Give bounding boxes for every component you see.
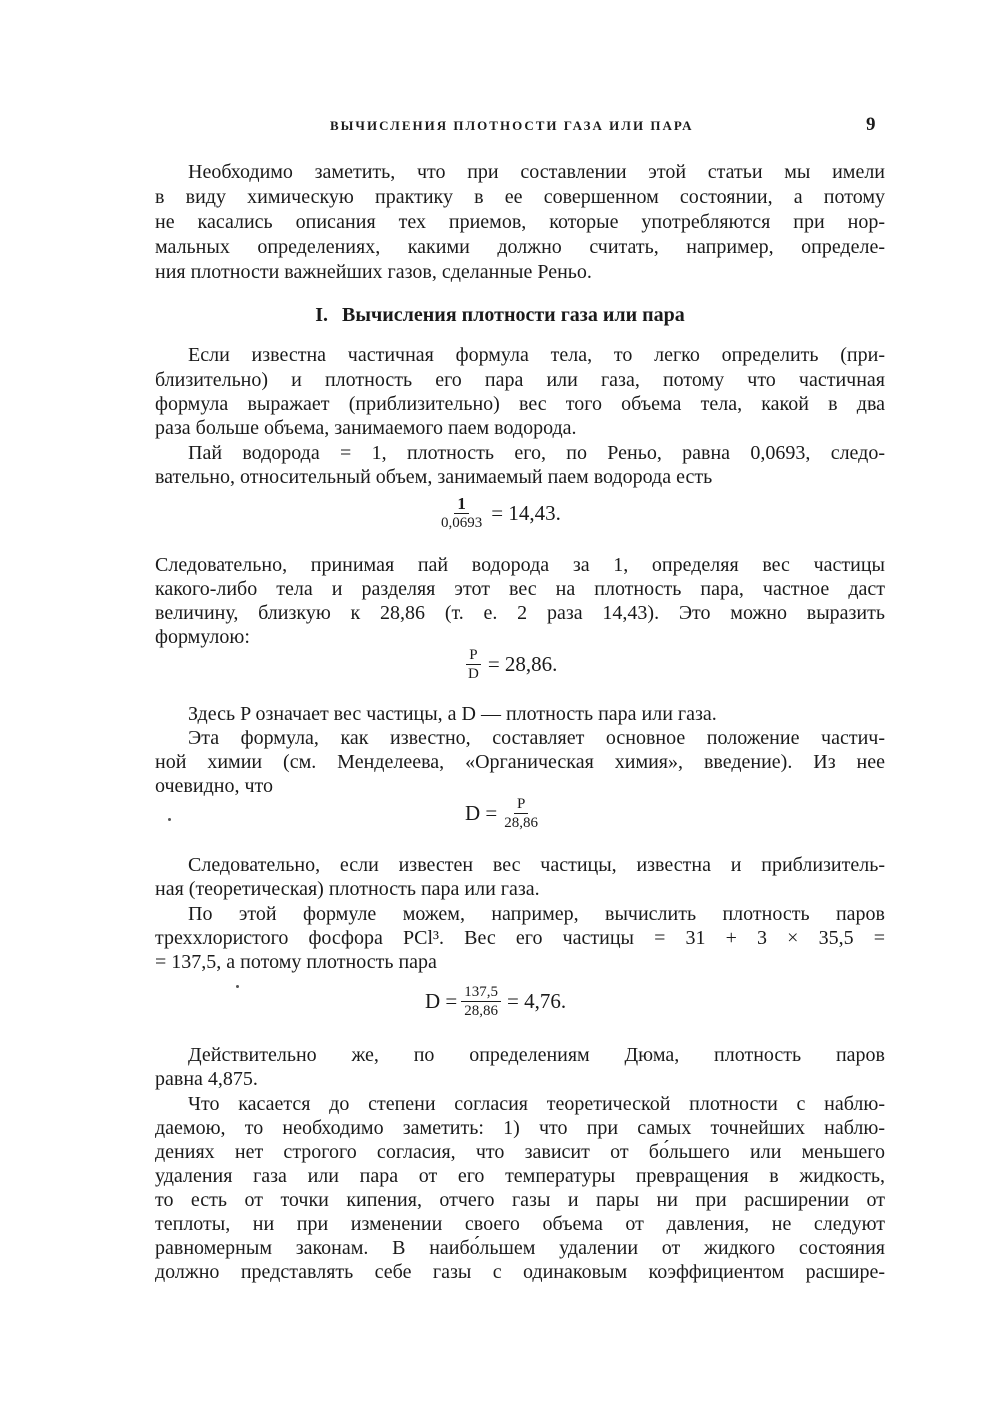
- fraction-denominator: D: [468, 666, 479, 682]
- para4-line-1: Здесь P означает вес частицы, а D — плотность пара или газа.: [188, 703, 717, 725]
- para6-line-2: ная (теоретическая) плотность пара или газа.: [155, 878, 540, 900]
- para9-line-1: Что касается до степени согласия теоретической плотности с наблю-: [188, 1093, 885, 1115]
- intro-line-4: мальных определениях, какими должно считать, например, определе-: [155, 236, 885, 258]
- para8-line-2: равна 4,875.: [155, 1068, 258, 1090]
- para1-line-2: близительно) и плотность его пара или газа, потому что частичная: [155, 369, 885, 391]
- fraction: [438, 495, 485, 532]
- intro-line-2: в виду химическую практику в ее совершенном состоянии, а потому: [155, 186, 885, 208]
- fraction-denominator: 28,86: [504, 815, 539, 831]
- para1-line-3: формула выражает (приблизительно) вес того объема тела, какой в два: [155, 393, 885, 415]
- formula-result: = 14,43.: [491, 501, 561, 525]
- fraction: [465, 646, 482, 683]
- fraction: [501, 795, 541, 832]
- formula-lhs: D =: [465, 801, 498, 825]
- para9-line-7: равномерным законам. В наибо́льшем удалении от жидкого состояния: [155, 1237, 885, 1259]
- fraction-numerator: P: [466, 646, 480, 665]
- para3-line-4: формулою:: [155, 626, 250, 648]
- formula-lhs: D =: [425, 989, 458, 1013]
- formula-pcl3-density: [425, 983, 566, 1020]
- para9-line-5: то есть от точки кипения, отчего газы и пары ни при расширении от: [155, 1189, 885, 1211]
- page-number: 9: [866, 114, 876, 135]
- para5-line-3: очевидно, что: [155, 775, 273, 797]
- para6-line-1: Следовательно, если известен вес частицы, известна и приблизитель-: [188, 854, 885, 876]
- para9-line-3: дениях нет строгого согласия, что зависит от бо́льшего или меньшего: [155, 1141, 885, 1163]
- formula-result: = 4,76.: [507, 989, 567, 1013]
- para3-line-2: какого-либо тела и разделяя этот вес на плотность пара, частное даст: [155, 578, 885, 600]
- intro-line-3: не касались описания тех приемов, которые употребляются при нор-: [155, 211, 885, 233]
- fraction-numerator: P: [514, 795, 528, 814]
- print-speck: [168, 818, 171, 821]
- fraction-numerator: 137,5: [461, 983, 501, 1002]
- para2-line-1: Пай водорода = 1, плотность его, по Реньо, равна 0,0693, следо-: [188, 442, 885, 464]
- formula-density: [465, 795, 547, 832]
- para9-line-4: удаления газа или пара от его температуры превращения в жидкость,: [155, 1165, 885, 1187]
- para7-line-3: = 137,5, а потому плотность пара: [155, 951, 437, 973]
- fraction-denominator: 28,86: [464, 1003, 499, 1019]
- para5-line-2: ной химии (см. Менделеева, «Органическая химия», введение). Из нее: [155, 751, 885, 773]
- intro-line-5: ния плотности важнейших газов, сделанные Реньо.: [155, 261, 592, 283]
- para3-line-1: Следовательно, принимая пай водорода за 1, определяя вес частицы: [155, 554, 885, 576]
- intro-line-1: Необходимо заметить, что при составлении этой статьи мы имели: [188, 161, 885, 183]
- formula-result: = 28,86.: [487, 652, 558, 676]
- formula-hydrogen-volume: [438, 495, 561, 532]
- para9-line-6: теплоты, ни при изменении своего объема от давления, не следуют: [155, 1213, 885, 1235]
- para8-line-1: Действительно же, по определениям Дюма, плотность паров: [188, 1044, 885, 1066]
- formula-p-over-d: [465, 646, 557, 683]
- section-heading: [0, 304, 1000, 327]
- running-head: ВЫЧИСЛЕНИЯ ПЛОТНОСТИ ГАЗА ИЛИ ПАРА: [330, 118, 694, 133]
- para5-line-1: Эта формула, как известно, составляет основное положение частич-: [188, 727, 885, 749]
- section-title: Вычисления плотности газа или пара: [342, 304, 685, 326]
- fraction-denominator: 0,0693: [441, 515, 483, 531]
- para9-line-2: даемою, то необходимо заметить: 1) что при самых точнейших наблю-: [155, 1117, 885, 1139]
- fraction-numerator: 1: [454, 495, 469, 514]
- fraction: [461, 983, 501, 1020]
- para3-line-3: величину, близкую к 28,86 (т. е. 2 раза 14,43). Это можно выразить: [155, 602, 885, 624]
- para2-line-2: вательно, относительный объем, занимаемый паем водорода есть: [155, 466, 713, 488]
- para7-line-1: По этой формуле можем, например, вычислить плотность паров: [188, 903, 885, 925]
- section-number: I.: [315, 304, 329, 326]
- para9-line-8: должно представлять себе газы с одинаковым коэффициентом расшире-: [155, 1261, 885, 1283]
- print-speck: [236, 985, 239, 988]
- para7-line-2: трехxлористого фосфора PCl³. Вес его частицы = 31 + 3 × 35,5 =: [155, 927, 885, 949]
- para1-line-4: раза больше объема, занимаемого паем водорода.: [155, 417, 577, 439]
- para1-line-1: Если известна частичная формула тела, то легко определить (при-: [188, 344, 885, 366]
